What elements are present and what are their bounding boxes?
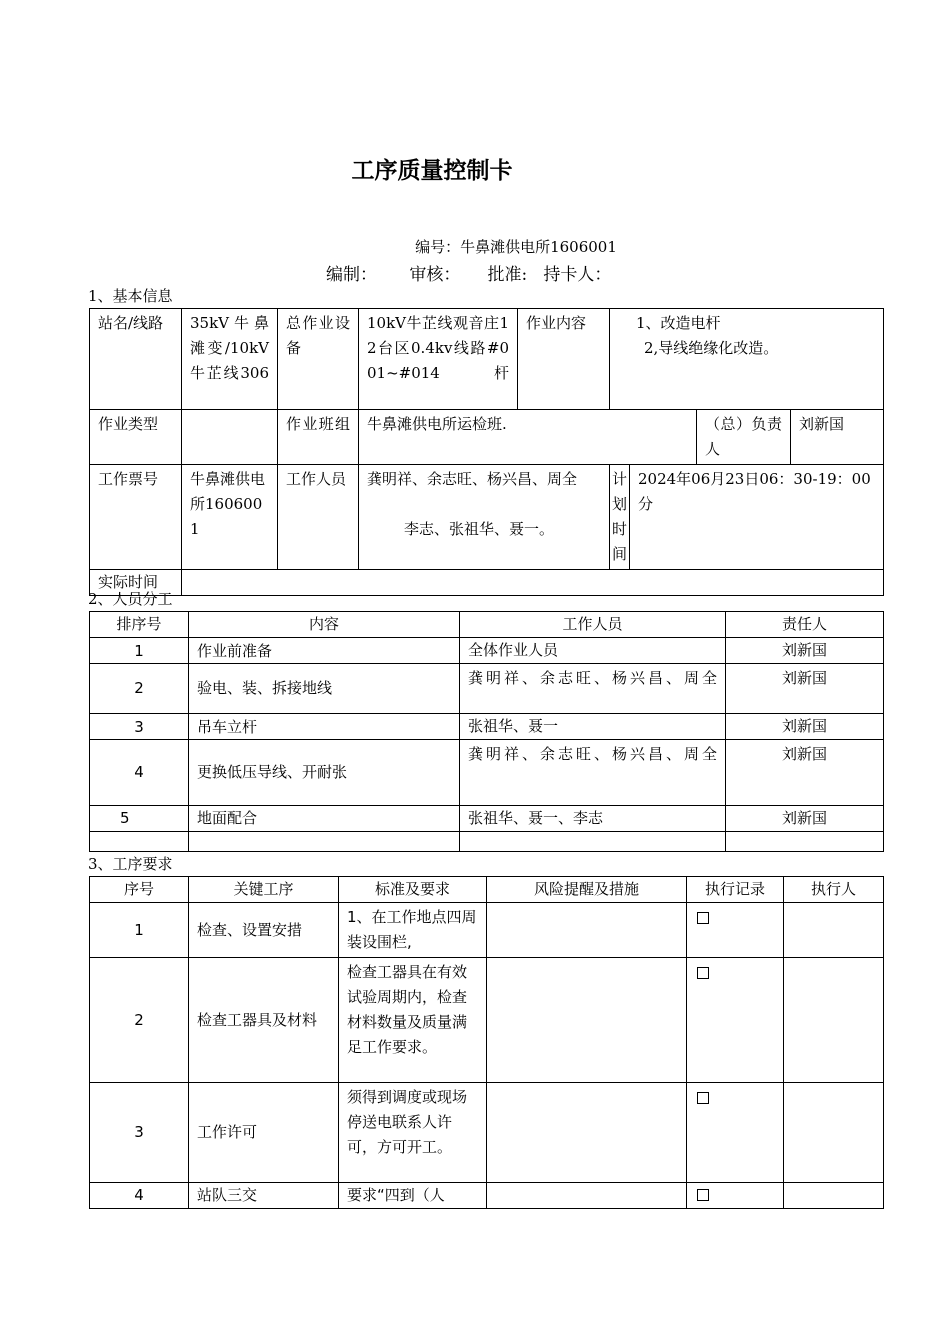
row-risk	[487, 1083, 687, 1183]
team-value: 牛鼻滩供电所运检班.	[359, 410, 697, 465]
row-record	[687, 903, 784, 958]
table-row	[90, 903, 884, 958]
sign-line: 编制： 审核： 批准: 持卡人：	[326, 265, 612, 285]
content-line-1: 1、改造电杆	[636, 314, 721, 332]
basic-info-table	[89, 308, 884, 596]
record-checkbox[interactable]	[697, 1189, 709, 1201]
table-row	[90, 1083, 884, 1183]
table-row	[90, 740, 884, 806]
row-risk	[487, 903, 687, 958]
section1-heading: 1、基本信息	[88, 287, 173, 305]
row-standard: 须得到调度或现场停送电联系人许可，方可开工。	[339, 1083, 487, 1183]
staff-assignment-table	[89, 611, 884, 852]
row-owner: 刘新国	[726, 806, 884, 832]
table-row	[90, 714, 884, 740]
station-label: 站名/线路	[90, 309, 182, 410]
process-requirements-table	[89, 876, 884, 1209]
header-executor: 执行人	[784, 877, 884, 903]
row-process: 检查工器具及材料	[189, 958, 339, 1083]
row-process: 检查、设置安措	[189, 903, 339, 958]
row-risk	[487, 1183, 687, 1209]
row-executor	[784, 1183, 884, 1209]
row-standard: 要求“四到（人	[339, 1183, 487, 1209]
row-standard: 1、在工作地点四周装设围栏,	[339, 903, 487, 958]
row-no: 1	[90, 638, 189, 664]
equipment-value: 10kV牛芷线观音庄12台区0.4kv线路#001~#014杆	[359, 309, 518, 410]
table-row	[90, 806, 884, 832]
row-owner	[726, 832, 884, 852]
header-risk: 风险提醒及措施	[487, 877, 687, 903]
record-checkbox[interactable]	[697, 912, 709, 924]
record-checkbox[interactable]	[697, 967, 709, 979]
header-process: 关键工序	[189, 877, 339, 903]
row-no: 5	[90, 806, 189, 832]
row-record	[687, 958, 784, 1083]
table-row	[90, 1183, 884, 1209]
header-record: 执行记录	[687, 877, 784, 903]
leader-value: 刘新国	[791, 410, 884, 465]
row-content: 更换低压导线、开耐张	[189, 740, 460, 806]
equipment-label: 总作业设备	[278, 309, 359, 410]
row-content: 验电、装、拆接地线	[189, 664, 460, 714]
actual-time-value	[182, 570, 884, 596]
row-risk	[487, 958, 687, 1083]
row-content: 吊车立杆	[189, 714, 460, 740]
section2-heading: 2、人员分工	[88, 590, 173, 608]
plan-time-value: 2024年06月23日06：30-19：00分	[630, 465, 884, 570]
workers-value	[359, 465, 610, 570]
header-content: 内容	[189, 612, 460, 638]
row-process: 站队三交	[189, 1183, 339, 1209]
header-owner: 责任人	[726, 612, 884, 638]
row-no: 4	[90, 740, 189, 806]
team-label: 作业班组	[278, 410, 359, 465]
row-standard: 检查工器具在有效试验周期内，检查材料数量及质量满足工作要求。	[339, 958, 487, 1083]
row-staff: 张祖华、聂一	[460, 714, 726, 740]
content-label: 作业内容	[518, 309, 610, 410]
table-row	[90, 832, 884, 852]
row-no: 4	[90, 1183, 189, 1209]
station-value: 35kV牛鼻滩变/10kV牛芷线306	[182, 309, 278, 410]
section3-heading: 3、工序要求	[88, 855, 173, 873]
row-owner: 刘新国	[726, 638, 884, 664]
row-content: 作业前准备	[189, 638, 460, 664]
row-no: 2	[90, 664, 189, 714]
row-record	[687, 1083, 784, 1183]
actual-time-label: 实际时间	[90, 570, 182, 596]
table-row	[90, 958, 884, 1083]
workers-label: 工作人员	[278, 465, 359, 570]
row-no	[90, 832, 189, 852]
row-owner: 刘新国	[726, 664, 884, 714]
plan-time-label: 计划时间	[610, 465, 630, 570]
row-executor	[784, 958, 884, 1083]
workers-line-1: 龚明祥、余志旺、杨兴昌、周全	[367, 470, 578, 488]
row-no: 3	[90, 714, 189, 740]
work-type-label: 作业类型	[90, 410, 182, 465]
record-checkbox[interactable]	[697, 1092, 709, 1104]
header-no: 序号	[90, 877, 189, 903]
content-value	[610, 309, 884, 410]
row-staff	[460, 832, 726, 852]
ticket-value: 牛鼻滩供电所1606001	[182, 465, 278, 570]
row-staff: 龚明祥、余志旺、杨兴昌、周全	[460, 740, 726, 806]
row-process: 工作许可	[189, 1083, 339, 1183]
page-title: 工序质量控制卡	[351, 158, 513, 184]
row-content	[189, 832, 460, 852]
row-staff: 张祖华、聂一、李志	[460, 806, 726, 832]
header-no: 排序号	[90, 612, 189, 638]
row-content: 地面配合	[189, 806, 460, 832]
row-staff: 全体作业人员	[460, 638, 726, 664]
leader-label: （总）负责人	[697, 410, 791, 465]
work-type-value	[182, 410, 278, 465]
content-line-2: 2,导线绝缘化改造。	[644, 339, 779, 357]
table-row	[90, 664, 884, 714]
row-no: 3	[90, 1083, 189, 1183]
row-no: 2	[90, 958, 189, 1083]
header-staff: 工作人员	[460, 612, 726, 638]
row-executor	[784, 903, 884, 958]
header-standard: 标准及要求	[339, 877, 487, 903]
workers-line-2: 李志、张祖华、聂一。	[404, 520, 555, 538]
row-staff: 龚明祥、余志旺、杨兴昌、周全	[460, 664, 726, 714]
row-owner: 刘新国	[726, 714, 884, 740]
row-record	[687, 1183, 784, 1209]
table-row	[90, 638, 884, 664]
row-executor	[784, 1083, 884, 1183]
row-no: 1	[90, 903, 189, 958]
row-owner: 刘新国	[726, 740, 884, 806]
document-code: 编号：牛鼻滩供电所1606001	[415, 238, 617, 256]
ticket-label: 工作票号	[90, 465, 182, 570]
